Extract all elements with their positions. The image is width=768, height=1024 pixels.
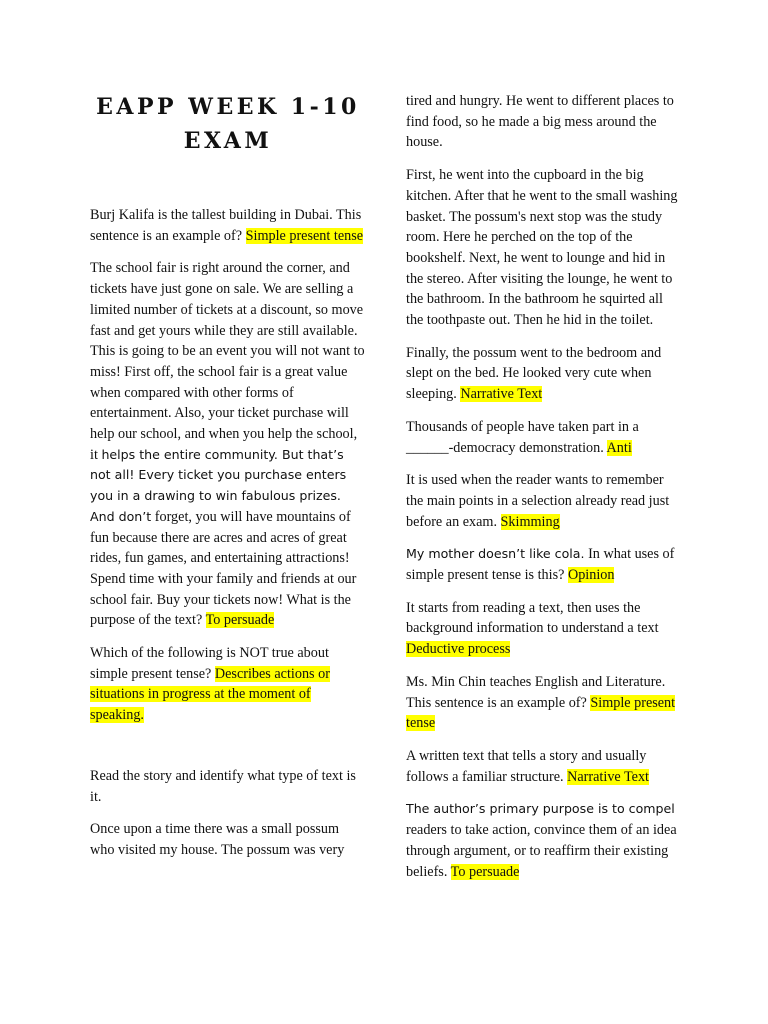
question-11	[406, 799, 682, 882]
question-1	[90, 205, 366, 246]
answer-highlight: Simple present tense	[245, 227, 364, 244]
question-7-text-b: In what uses of simple present tense is this?	[406, 546, 675, 584]
story-start-text: Once upon a time there was a small possum who visited my house. The possum was very	[90, 821, 345, 858]
question-8	[406, 598, 682, 660]
answer-highlight: To persuade	[450, 863, 520, 880]
answer-highlight: To persuade	[205, 612, 275, 629]
page-title: EAPP WEEK 1-10 EXAM	[96, 94, 360, 154]
question-5	[406, 417, 682, 458]
question-9-text: Ms. Min Chin teaches English and Literature. This sentence is an example of?	[406, 673, 666, 711]
question-6-text: It is used when the reader wants to remember the main points in a selection already read just before an exam.	[406, 472, 670, 530]
story-paragraph-2-text: First, he went into the cupboard in the big kitchen. After that he went to the small washing basket. The possum's next stop was the study room. Here he perched on the top of the bookshelf. Next, he went to lounge and hid in the stereo. After visiting the lounge, he went to the bathroom. In the bathroom he squirted all the toothpaste out. Then he hid in the toilet.	[406, 167, 678, 329]
story-paragraph-3	[406, 343, 682, 405]
left-column	[90, 205, 366, 873]
question-4-text: Read the story and identify what type of text is it.	[90, 767, 356, 805]
answer-highlight: Anti	[606, 439, 632, 456]
right-column	[406, 91, 682, 894]
question-10	[406, 746, 682, 787]
question-7-text-a: My mother doesn’t like cola.	[406, 546, 585, 562]
question-8-text: It starts from reading a text, then uses the background information to understand a text	[406, 599, 659, 637]
question-2-text-b: helps the entire community. But that’s not all! Every ticket you purchase enters you in a drawing to win fabulous prizes. And don’t	[90, 446, 347, 524]
question-9	[406, 672, 682, 734]
answer-highlight: Narrative Text	[460, 386, 543, 403]
answer-highlight: Opinion	[567, 567, 615, 584]
question-10-text: A written text that tells a story and usually follows a familiar structure.	[406, 747, 647, 785]
story-paragraph-3-text: Finally, the possum went to the bedroom and slept on the bed. He looked very cute when sleeping.	[406, 344, 662, 403]
answer-highlight: Simple present tense	[406, 694, 676, 732]
question-7	[406, 544, 682, 585]
answer-highlight: Narrative Text	[567, 768, 650, 785]
question-2	[90, 258, 366, 631]
question-2-text-a: The school fair is right around the corner, and tickets have just gone on sale. We are selling a limited number of tickets at a discount, so move fast and get yours while they are still available. This is going to be an event you will not want to miss! First off, the school fair is a great value when compared with other forms of entertainment. Also, your ticket purchase will help our school, and when you help the school, it	[90, 260, 365, 463]
question-5-text: Thousands of people have taken part in a ______-democracy demonstration.	[406, 418, 639, 456]
story-continued-text: tired and hungry. He went to different places to find food, so he made a big mess around the house.	[406, 93, 674, 151]
question-6	[406, 470, 682, 532]
answer-highlight: Skimming	[500, 513, 560, 530]
question-11-text-b: readers to take action, convince them of an idea through argument, or to reaffirm their existing beliefs.	[406, 822, 677, 880]
question-1-text: Burj Kalifa is the tallest building in Dubai. This sentence is an example of?	[90, 207, 362, 244]
question-2-text-c: forget, you will have mountains of fun because there are acres and acres of great rides, fun games, and entertaining attractions! Spend time with your family and friends at our school fair. Buy your tickets now! What is the purpose of the text?	[90, 508, 357, 629]
question-3-text: Which of the following is NOT true about simple present tense?	[90, 645, 329, 682]
story-paragraph-2	[406, 165, 682, 331]
answer-highlight: Describes actions or situations in progress at the moment of speaking.	[90, 665, 330, 724]
answer-highlight: Deductive process	[406, 641, 511, 658]
story-continued	[406, 91, 682, 153]
story-start	[90, 819, 366, 860]
question-4	[90, 766, 366, 807]
question-11-text-a: The author’s primary purpose is to compel	[406, 801, 675, 817]
question-3	[90, 643, 366, 726]
